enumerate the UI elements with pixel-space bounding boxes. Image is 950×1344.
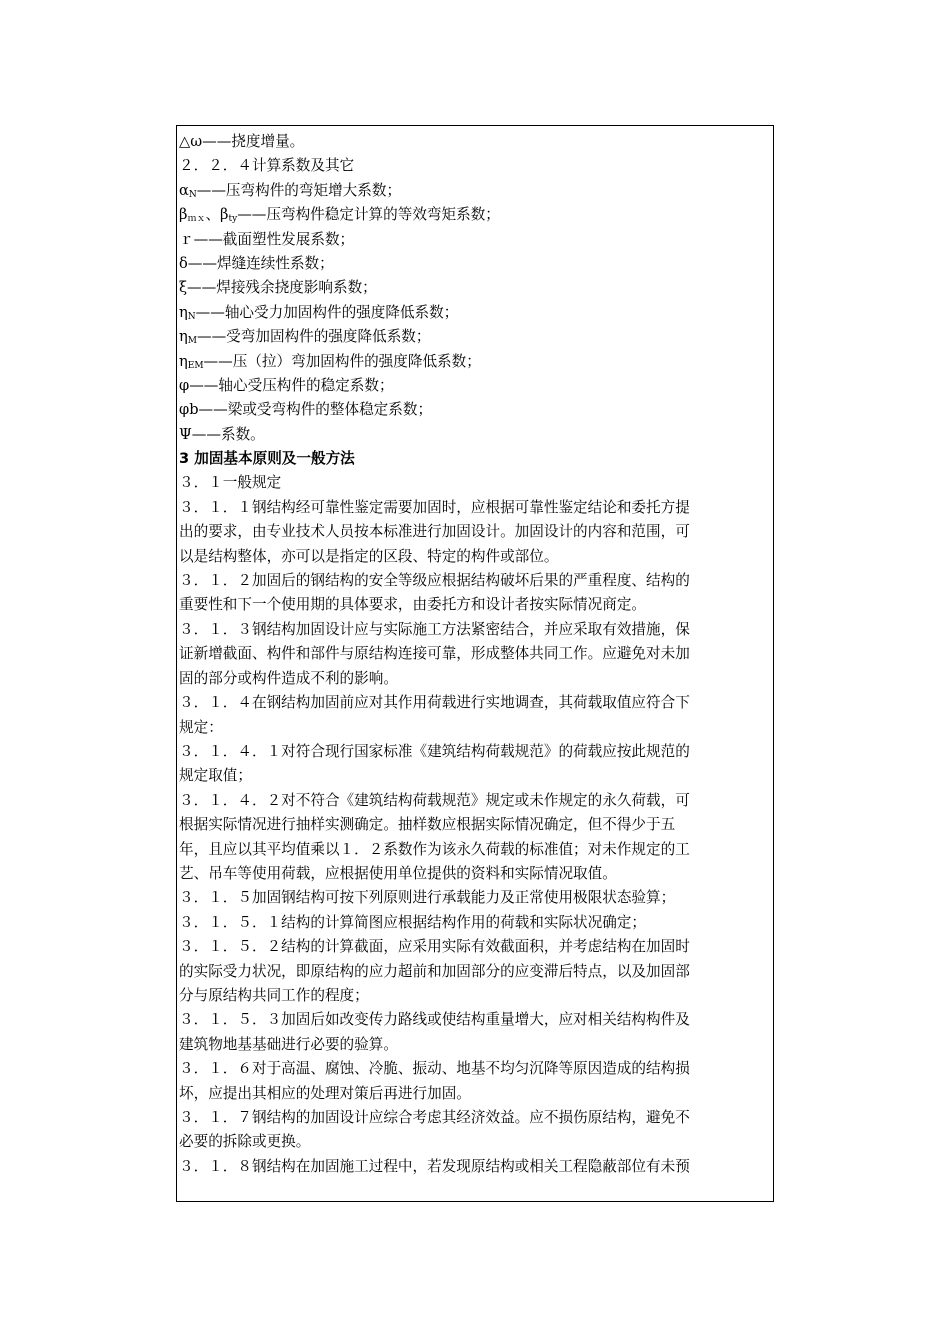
clause-3-1-5-1: ３．１．５．１结构的计算简图应根据结构作用的荷载和实际状况确定； [179,913,647,931]
symbol-definition: $\eta_{EM}——$压（拉）弯加固构件的强度降低系数； [179,352,481,371]
symbol-definition: φ——轴心受压构件的稳定系数； [179,376,394,394]
clause-3-1-4-1: ３．１．４．１对符合现行国家标准《建筑结构荷载规范》的荷载应按此规范的 规定取值； [179,742,690,785]
clause-3-1-6: ３．１．６对于高温、腐蚀、冷脆、振动、地基不均匀沉降等原因造成的结构损 坏，应提出其相应的处理对策后再进行加固。 [179,1060,690,1102]
symbol-definition: $\eta_M——$受弯加固构件的强度降低系数； [179,328,431,347]
clause-3-1-2: ３．１．２加固后的钢结构的安全等级应根据结构破坏后果的严重程度、结构的 重要性和下一个使用期的具体要求，由委托方和设计者按实际情况商定。 [179,572,690,614]
document-body [179,130,771,1179]
clause-3-1-1: ３．１．１钢结构经可靠性鉴定需要加固时，应根据可靠性鉴定结论和委托方提 出的要求，由专业技术人员按本标准进行加固设计。加固设计的内容和范围，可 以是结构整体，亦可以是指定的区段、特定的构件或部位。 [179,498,690,565]
clause-3-1-5-2: ３．１．５．２结构的计算截面，应采用实际有效截面积，并考虑结构在加固时 的实际受力状况，即原结构的应力超前和加固部分的应变滞后特点，以及加固部 分与原结构共同工作的程度； [179,938,690,1004]
symbol-definition: $\eta_N——$轴心受力加固构件的强度降低系数； [179,303,459,322]
symbol-definition: $\beta_{mx}$、$\beta_{ty}——$压弯构件稳定计算的等效弯矩系数； [179,206,500,225]
document-frame [176,125,774,1202]
clause-3-1-7: ３．１．７钢结构的加固设计应综合考虑其经济效益。应不损伤原结构，避免不 必要的拆除或更换。 [179,1109,690,1151]
clause-3-1-5: ３．１．５加固钢结构可按下列原则进行承载能力及正常使用极限状态验算； [179,889,676,907]
symbol-definition: ｒ——截面塑性发展系数； [179,230,355,248]
clause-3-1-3: ３．１．３钢结构加固设计应与实际施工方法紧密结合，并应采取有效措施，保 证新增截面、构件和部件与原结构连接可靠，形成整体共同工作。应避免对未加 固的部分或构件造成不利的影响。 [179,620,690,687]
chapter-heading: 3 加固基本原则及一般方法 [179,450,355,468]
symbol-definition: Ψ——系数。 [179,425,265,443]
symbol-definition: φb——梁或受弯构件的整体稳定系数； [179,401,433,419]
clause-3-1-5-3: ３．１．５．３加固后如改变传力路线或使结构重量增大，应对相关结构构件及 建筑物地基基础进行必要的验算。 [179,1011,690,1053]
symbol-definition: ξ——焊接残余挠度影响系数； [179,279,377,297]
clause-3-1-8: ３．１．８钢结构在加固施工过程中，若发现原结构或相关工程隐蔽部位有未预 [179,1157,690,1175]
clause-3-1-4-2: ３．１．４．２对不符合《建筑结构荷载规范》规定或未作规定的永久荷载，可 根据实际情况进行抽样实测确定。抽样数应根据实际情况确定，但不得少于五 年，且应以其平均值乘以１．２系数作为该永久荷载的标准值；对未作规定的工 艺、吊车等使用荷载，应根据使用单位提供的资料和实际情况取值。 [179,791,690,882]
clause-3-1-4: ３．１．４在钢结构加固前应对其作用荷载进行实地调查，其荷载取值应符合下 规定： [179,694,690,736]
section-heading: ３．１一般规定 [179,474,282,492]
symbol-definition: δ——焊缝连续性系数； [179,254,334,272]
text-line: △ω——挠度增量。 [179,133,305,150]
section-heading: ２．２．４计算系数及其它 [179,157,355,175]
symbol-definition: $\alpha_N——$压弯构件的弯矩增大系数； [179,181,402,200]
